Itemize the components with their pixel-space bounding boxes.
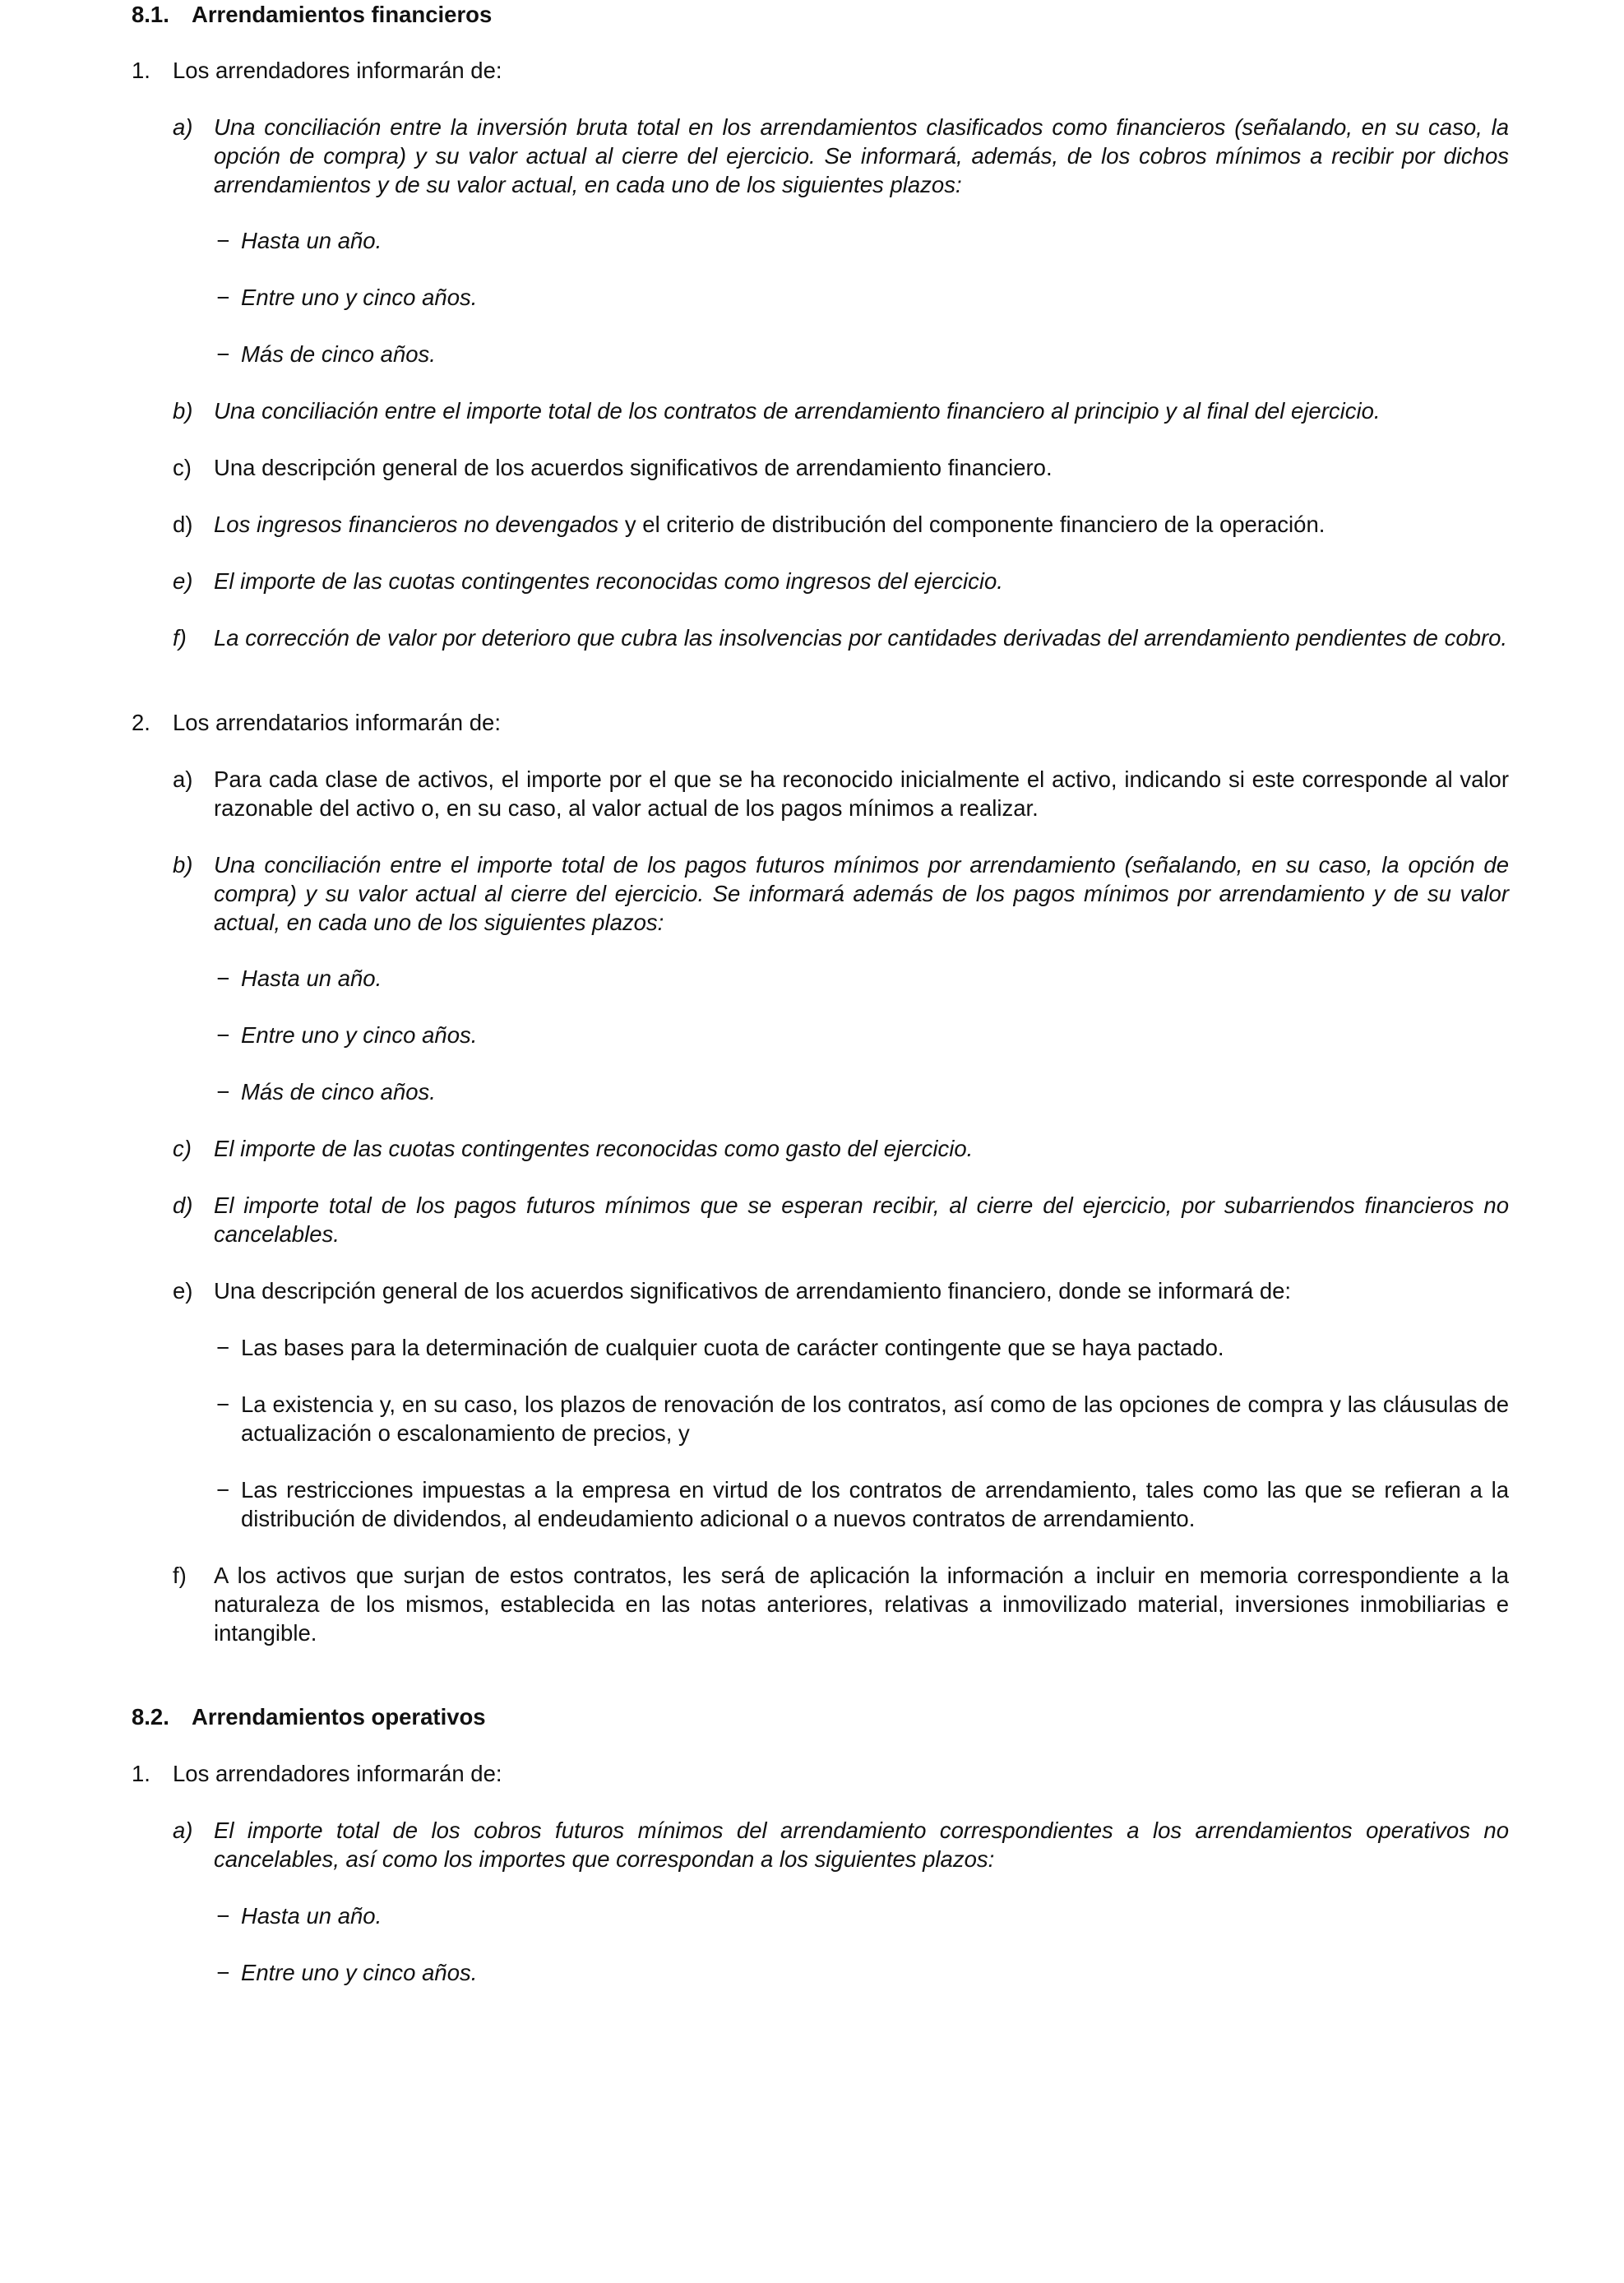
bullet-text: Más de cinco años. [241, 341, 436, 367]
bullet-text: Entre uno y cinco años. [241, 1960, 478, 1985]
dash-glyph: − [216, 341, 230, 367]
item-number: 2. [132, 710, 150, 735]
subitem-label: c) [173, 1136, 192, 1161]
subitem-label: e) [173, 568, 193, 594]
section-title: Arrendamientos financieros [192, 2, 493, 27]
subitem-a [173, 1816, 1509, 1873]
item-1-arrendadores [132, 1759, 1509, 1788]
subitem-label: b) [173, 398, 193, 424]
section-title: Arrendamientos operativos [192, 1704, 486, 1730]
section-8-2-heading [132, 1702, 1509, 1731]
subitem-text: Una descripción general de los acuerdos significativos de arrendamiento financiero. [214, 455, 1053, 480]
dash-glyph: − [216, 1392, 230, 1417]
dash-glyph: − [216, 1022, 230, 1048]
subitem-e [173, 567, 1509, 595]
bullet-text: Hasta un año. [241, 228, 382, 253]
bullet-text: Entre uno y cinco años. [241, 285, 478, 310]
subitem-text: Una conciliación entre el importe total de los pagos futuros mínimos por arrendamiento (señalando, en su caso, la opción de compra) y su valor actual al cierre del ejercicio. Se informará además de los pagos mínimos por arrendamiento y de su valor actual, en cada uno de los siguientes plazos: [214, 852, 1509, 935]
subitem-text: El importe total de los cobros futuros mínimos del arrendamiento correspondientes a los arrendamientos operativos no cancelables, así como los importes que correspondan a los siguientes plazos: [214, 1818, 1509, 1872]
item-1-arrendadores [132, 56, 1509, 85]
subitem-a [173, 113, 1509, 199]
subitem-text-italic: Los ingresos financieros no devengados [214, 512, 619, 537]
subitem-text: La corrección de valor por deterioro que cubra las insolvencias por cantidades derivadas del arrendamiento pendientes de cobro. [214, 625, 1508, 651]
subitem-text [214, 510, 1509, 539]
bullet-text: Hasta un año. [241, 1903, 382, 1929]
bullet-item [216, 226, 382, 255]
subitem-label: c) [173, 455, 192, 480]
subitem-text: El importe de las cuotas contingentes reconocidas como gasto del ejercicio. [214, 1136, 974, 1161]
bullet-text: Las restricciones impuestas a la empresa en virtud de los contratos de arrendamiento, tales como las que se refieran a la distribución de dividendos, al endeudamiento adicional o a nuevos contratos de arrendamiento. [241, 1477, 1509, 1531]
item-text: Los arrendadores informarán de: [173, 58, 502, 83]
item-text: Los arrendatarios informarán de: [173, 710, 501, 735]
bullet-item [216, 1077, 436, 1106]
subitem-f [173, 1561, 1509, 1647]
subitem-f [173, 623, 1509, 652]
subitem-b [173, 396, 1509, 425]
subitem-e [173, 1276, 1509, 1305]
subitem-text: Una conciliación entre la inversión bruta total en los arrendamientos clasificados como financieros (señalando, en su caso, la opción de compra) y su valor actual al cierre del ejercicio. Se informará, además, de los cobros mínimos a recibir por dichos arrendamientos y de su valor actual, en cada uno de los siguientes plazos: [214, 114, 1509, 197]
item-2-arrendatarios [132, 708, 1509, 737]
subitem-text: El importe de las cuotas contingentes reconocidas como ingresos del ejercicio. [214, 568, 1003, 594]
subitem-d [173, 510, 1509, 539]
subitem-label: d) [173, 1192, 193, 1218]
subitem-a [173, 765, 1509, 822]
dash-glyph: − [216, 285, 230, 310]
bullet-text: Hasta un año. [241, 966, 382, 991]
item-number: 1. [132, 1761, 150, 1786]
subitem-c [173, 1134, 1509, 1163]
dash-glyph: − [216, 1903, 230, 1929]
bullet-text: Entre uno y cinco años. [241, 1022, 478, 1048]
subitem-text: A los activos que surjan de estos contratos, les será de aplicación la información a incluir en memoria correspondiente a la naturaleza de los mismos, establecida en las notas anteriores, relativas a inmovilizado material, inversiones inmobiliarias e intangible. [214, 1563, 1509, 1646]
section-8-1-heading [132, 0, 1509, 29]
bullet-item [216, 1901, 382, 1930]
bullet-item [216, 283, 477, 312]
dash-glyph: − [216, 1477, 230, 1503]
bullet-text: Las bases para la determinación de cualquier cuota de carácter contingente que se haya pactado. [241, 1335, 1224, 1360]
dash-glyph: − [216, 1335, 230, 1360]
subitem-label: b) [173, 852, 193, 878]
bullet-item [216, 1333, 1509, 1362]
section-number: 8.2. [132, 1704, 169, 1730]
subitem-label: d) [173, 512, 193, 537]
subitem-text: Para cada clase de activos, el importe por el que se ha reconocido inicialmente el activo, indicando si este corresponde al valor razonable del activo o, en su caso, al valor actual de los pagos mínimos a realizar. [214, 766, 1509, 821]
dash-glyph: − [216, 228, 230, 253]
dash-glyph: − [216, 966, 230, 991]
subitem-text: Una descripción general de los acuerdos significativos de arrendamiento financiero, donde se informará de: [214, 1278, 1292, 1304]
dash-glyph: − [216, 1079, 230, 1104]
subitem-b [173, 850, 1509, 937]
subitem-label: a) [173, 766, 193, 792]
subitem-d [173, 1191, 1509, 1248]
bullet-item [216, 340, 436, 368]
bullet-text: La existencia y, en su caso, los plazos de renovación de los contratos, así como de las opciones de compra y las cláusulas de actualización o escalonamiento de precios, y [241, 1392, 1509, 1446]
subitem-label: a) [173, 1818, 193, 1843]
bullet-item [216, 1475, 1509, 1533]
subitem-text: Una conciliación entre el importe total de los contratos de arrendamiento financiero al principio y al final del ejercicio. [214, 398, 1381, 424]
item-text: Los arrendadores informarán de: [173, 1761, 502, 1786]
bullet-item [216, 964, 382, 993]
subitem-label: f) [173, 625, 187, 651]
section-number: 8.1. [132, 2, 169, 27]
item-number: 1. [132, 58, 150, 83]
bullet-item [216, 1958, 477, 1987]
subitem-label: e) [173, 1278, 193, 1304]
subitem-label: f) [173, 1563, 187, 1588]
dash-glyph: − [216, 1960, 230, 1985]
bullet-text: Más de cinco años. [241, 1079, 436, 1104]
subitem-text-rest: y el criterio de distribución del componente financiero de la operación. [618, 512, 1326, 537]
subitem-label: a) [173, 114, 193, 140]
bullet-item [216, 1021, 477, 1049]
subitem-text: El importe total de los pagos futuros mínimos que se esperan recibir, al cierre del ejercicio, por subarriendos financieros no cancelables. [214, 1192, 1509, 1247]
subitem-c [173, 453, 1509, 482]
bullet-item [216, 1390, 1509, 1447]
